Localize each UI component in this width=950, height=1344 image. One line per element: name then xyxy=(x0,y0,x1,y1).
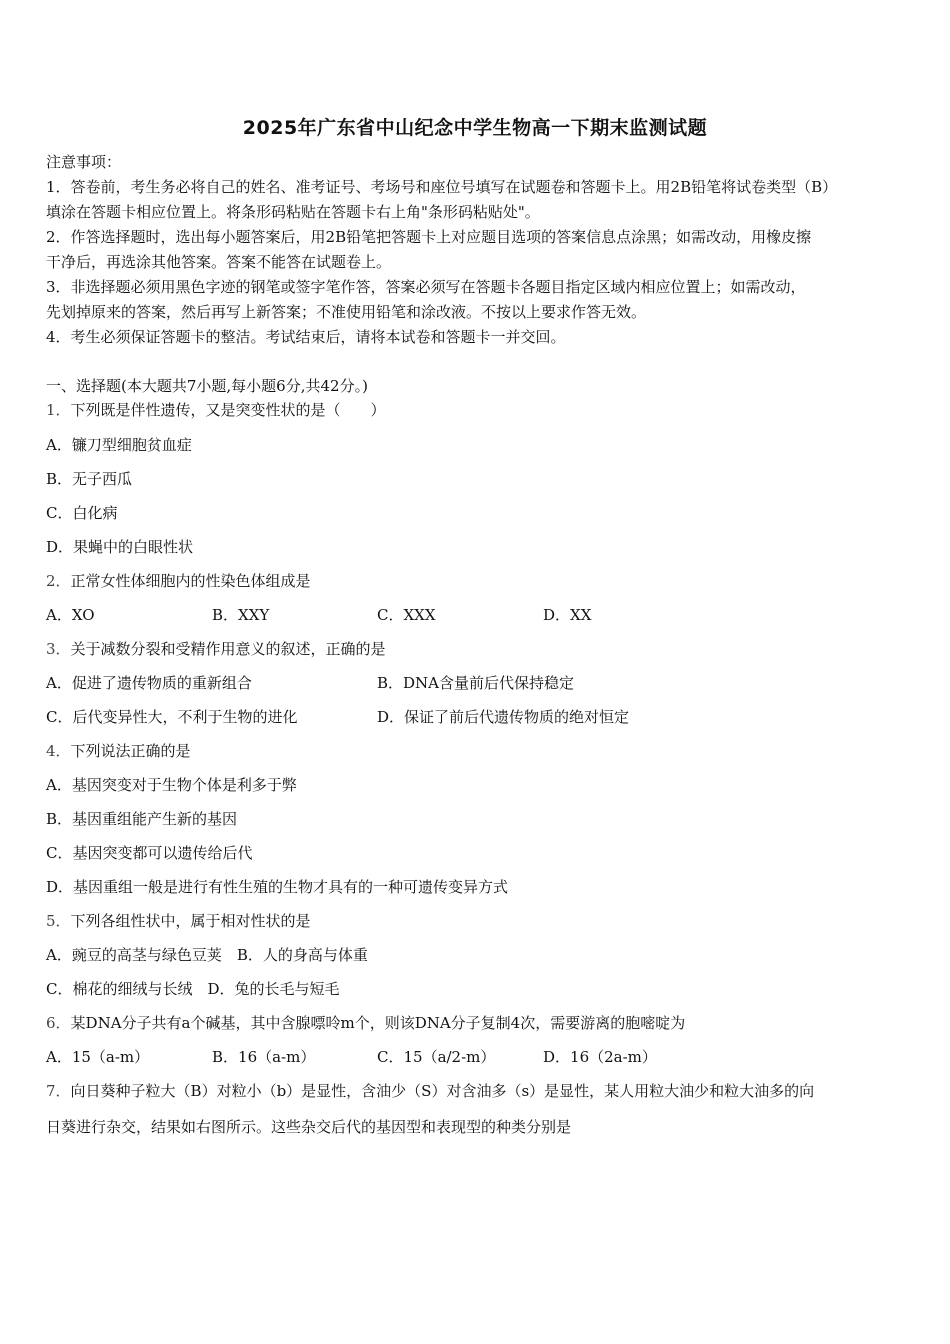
question-7 xyxy=(46,1081,814,1101)
question-3 xyxy=(46,639,386,659)
question-stem: 下列说法正确的是 xyxy=(70,742,191,760)
question-number: 2． xyxy=(46,572,71,590)
question-7-continued: 日葵进行杂交，结果如右图所示。这些杂交后代的基因型和表现型的种类分别是 xyxy=(46,1118,572,1136)
q2-option-a: A．XO xyxy=(46,606,95,624)
q5-options-ab: A．豌豆的高茎与绿色豆荚 B．人的身高与体重 xyxy=(46,946,368,964)
notes-line: 3．非选择题必须用黑色字迹的钢笔或签字笔作答，答案必须写在答题卡各题目指定区域内相应位置上；如需改动， xyxy=(46,278,806,296)
q4-option-a: A．基因突变对于生物个体是利多于弊 xyxy=(46,776,297,794)
notes-heading: 注意事项： xyxy=(46,153,122,171)
question-stem: 某DNA分子共有a个碱基，其中含腺嘌呤m个，则该DNA分子复制4次，需要游离的胞嘧啶为 xyxy=(70,1014,686,1032)
section-heading: 一、选择题(本大题共7小题,每小题6分,共42分。) xyxy=(46,377,368,395)
question-number: 5． xyxy=(46,912,71,930)
question-number: 6． xyxy=(46,1014,71,1032)
question-stem: 下列各组性状中，属于相对性状的是 xyxy=(70,912,311,930)
q1-option-d: D．果蝇中的白眼性状 xyxy=(46,538,194,556)
question-6 xyxy=(46,1013,685,1033)
page-title: 2025年广东省中山纪念中学生物高一下期末监测试题 xyxy=(242,117,708,139)
question-4 xyxy=(46,741,191,761)
q2-option-c: C．XXX xyxy=(377,606,436,624)
notes-line: 干净后，再选涂其他答案。答案不能答在试题卷上。 xyxy=(46,253,392,271)
question-stem: 正常女性体细胞内的性染色体组成是 xyxy=(70,572,311,590)
question-stem: 向日葵种子粒大（B）对粒小（b）是显性，含油少（S）对含油多（s）是显性，某人用粒大油少和粒大油多的向 xyxy=(70,1082,815,1100)
notes-line: 1．答卷前，考生务必将自己的姓名、准考证号、考场号和座位号填写在试题卷和答题卡上。用2B铅笔将试卷类型（B） xyxy=(46,178,838,196)
q3-option-b: B．DNA含量前后代保持稳定 xyxy=(377,674,575,692)
question-stem: 下列既是伴性遗传，又是突变性状的是（ ） xyxy=(70,401,386,419)
q4-option-c: C．基因突变都可以遗传给后代 xyxy=(46,844,253,862)
notes-line: 4．考生必须保证答题卡的整洁。考试结束后，请将本试卷和答题卡一并交回。 xyxy=(46,328,566,346)
q6-option-b: B．16（a-m） xyxy=(212,1048,316,1066)
question-1 xyxy=(46,400,386,420)
notes-line: 填涂在答题卡相应位置上。将条形码粘贴在答题卡右上角"条形码粘贴处"。 xyxy=(46,203,540,221)
q3-option-c: C．后代变异性大，不利于生物的进化 xyxy=(46,708,298,726)
q2-option-b: B．XXY xyxy=(212,606,270,624)
q1-option-c: C．白化病 xyxy=(46,504,118,522)
q6-option-a: A．15（a-m） xyxy=(46,1048,150,1066)
q1-option-b: B．无子西瓜 xyxy=(46,470,133,488)
notes-line: 2．作答选择题时，选出每小题答案后，用2B铅笔把答题卡上对应题目选项的答案信息点涂黑；如需改动，用橡皮擦 xyxy=(46,228,812,246)
q5-options-cd: C．棉花的细绒与长绒 D．兔的长毛与短毛 xyxy=(46,980,340,998)
notes-line: 先划掉原来的答案，然后再写上新答案；不准使用铅笔和涂改液。不按以上要求作答无效。 xyxy=(46,303,647,321)
question-stem: 关于减数分裂和受精作用意义的叙述，正确的是 xyxy=(70,640,386,658)
question-number: 3． xyxy=(46,640,71,658)
q4-option-d: D．基因重组一般是进行有性生殖的生物才具有的一种可遗传变异方式 xyxy=(46,878,509,896)
q2-option-d: D．XX xyxy=(543,606,592,624)
q3-option-a: A．促进了遗传物质的重新组合 xyxy=(46,674,252,692)
question-number: 1． xyxy=(46,401,71,419)
q1-option-a: A．镰刀型细胞贫血症 xyxy=(46,436,192,454)
question-5 xyxy=(46,911,311,931)
q6-option-d: D．16（2a-m） xyxy=(543,1048,657,1066)
question-number: 4． xyxy=(46,742,71,760)
q4-option-b: B．基因重组能产生新的基因 xyxy=(46,810,238,828)
question-number: 7． xyxy=(46,1082,71,1100)
q3-option-d: D．保证了前后代遗传物质的绝对恒定 xyxy=(377,708,630,726)
q6-option-c: C．15（a/2-m） xyxy=(377,1048,496,1066)
question-2 xyxy=(46,571,311,591)
